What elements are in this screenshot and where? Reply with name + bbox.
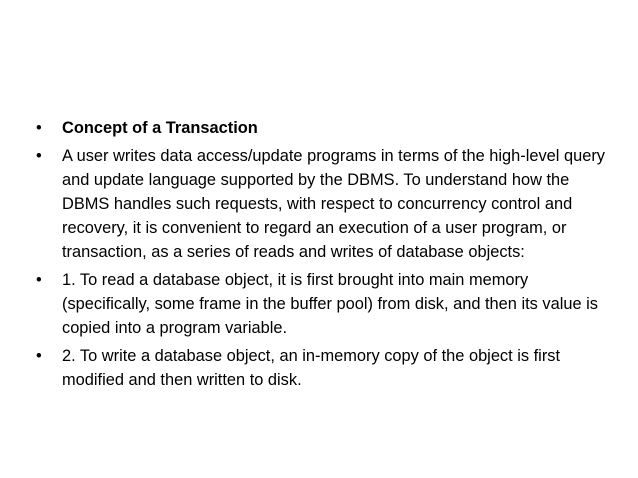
bullet-icon: • — [36, 271, 42, 289]
bullet-item-read-object — [36, 268, 608, 340]
bullet-icon: • — [36, 147, 42, 165]
bullet-item-user-programs — [36, 144, 608, 264]
bullet-text: 2. To write a database object, an in-memory copy of the object is first modified and then written to disk. — [62, 347, 561, 389]
bullet-text: 1. To read a database object, it is first brought into main memory (specifically, some frame in the buffer pool) from disk, and then its value is copied into a program variable. — [62, 271, 598, 337]
bullet-list — [36, 116, 608, 396]
bullet-item-write-object — [36, 344, 608, 392]
bullet-text: A user writes data access/update programs in terms of the high-level query and update language supported by the DBMS. To understand how the DBMS handles such requests, with respect to concurrency control and recovery, it is convenient to regard an execution of a user program, or transaction, as a series of reads and writes of database objects: — [62, 147, 605, 261]
bullet-item-concept — [36, 116, 608, 140]
bullet-icon: • — [36, 119, 42, 137]
bullet-icon: • — [36, 347, 42, 365]
bullet-heading-text: Concept of a Transaction — [62, 119, 258, 137]
